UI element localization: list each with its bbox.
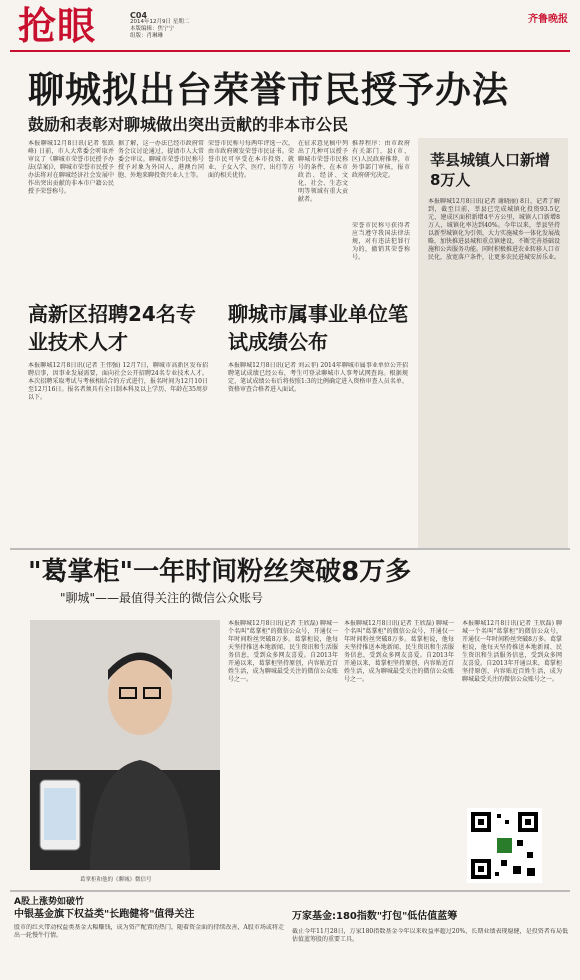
section-rule	[10, 548, 570, 550]
side-body: 本报聊城12月8日讯(记者 谢晓丽) 8日，记者了解到，截至目前，莘县已完成城镇化投资93.5亿元，建成区面积新增4平方公里，城镇人口新增8万人，城镇化率达到40%。今年以来，莘县坚持以新型城镇化为引领，大力实施城乡一体化发展战略，加快推进县城和重点镇建设，不断完善基础设施和公共服务功能。同时积极推进农业转移人口市民化，放宽落户条件，让更多农民进城安居乐业。	[428, 198, 560, 261]
lead-title: 聊城拟出台荣誉市民授予办法	[28, 70, 510, 111]
photo-caption: 葛掌柜和他的《聊城》微信号	[80, 877, 152, 883]
photo-ge-zhanggui	[30, 620, 220, 870]
lead-col-5: 推荐程序：由市政府有关部门、县(市、区)人民政府推荐，市外事部门审核，报市政府研究决定。	[352, 140, 410, 179]
wechat-col-3: 本报聊城12月8日讯(记者 王欣磊) 聊城一个名叫"葛掌柜"的微信公众号，开通仅一年时间粉丝突破8万多。葛掌柜说，他每天坚持推送本地新闻、民生资讯和生活服务信息，受到众多网友喜爱。自2013年开通以来，葛掌柜坚持原创，内容贴近百姓生活，成为聊城最受关注的微信公众账号之一。	[462, 620, 562, 683]
side-title: 莘县城镇人口新增8万人	[430, 151, 551, 189]
recruit-body: 本报聊城12月8日讯(记者 王伟强) 12月7日，聊城市高新区发布招聘启事，因事业发展需要，面向社会公开招聘24名专业技术人才。本次招聘采取考试与考核相结合的方式进行，报名时间为12月10日至12月16日。报名者须具有全日制本科及以上学历，年龄在35周岁以下。	[28, 362, 208, 401]
stocks-title-main: 中银基金旗下权益类"长跑健将"值得关注	[14, 909, 195, 920]
portrait-illustration	[30, 620, 220, 870]
stocks-body: 股市的红火带动权益类基金大幅赚钱，成为资产配置的热门，随着资金面的持续改善，A股市场或将走出一轮慢牛行情。	[14, 924, 284, 939]
masthead-meta	[130, 12, 189, 40]
lead-col-6: 荣誉市民称号获得者应当遵守我国法律法规，对有违法犯罪行为的，撤销其荣誉称号。	[352, 222, 410, 261]
qr-code-icon	[467, 808, 542, 883]
side-box	[418, 138, 568, 548]
masthead-logo: 抢眼	[18, 4, 97, 48]
ad-rule	[10, 890, 570, 892]
paper-name: 齐鲁晚报	[528, 14, 568, 25]
issue-date: 2014年12月9日 星期二	[130, 19, 190, 25]
wechat-title: "葛掌柜"一年时间粉丝突破8万多	[28, 557, 412, 587]
lead-col-3: 荣誉市民称号每两年评选一次，由市政府颁发荣誉市民证书。荣誉市民可享受在本市投资、就业、子女入学、医疗、出行等方面的相关优待。	[208, 140, 294, 179]
fund-box	[292, 910, 570, 978]
editor: 本版编辑：焦宁宁	[130, 26, 175, 32]
wechat-col-2: 本报聊城12月8日讯(记者 王欣磊) 聊城一个名叫"葛掌柜"的微信公众号，开通仅一年时间粉丝突破8万多。葛掌柜说，他每天坚持推送本地新闻、民生资讯和生活服务信息，受到众多网友喜爱。自2013年开通以来，葛掌柜坚持原创，内容贴近百姓生活，成为聊城最受关注的微信公众账号之一。	[344, 620, 454, 683]
exam-body: 本报聊城12月8日讯(记者 刘云菲) 2014年聊城市属事业单位公开招聘笔试成绩已经公布，考生可登录聊城市人事考试网查询。根据规定，笔试成绩公布后将按照1:3的比例确定进入资格审查人员名单，资格审查合格者进入面试。	[228, 362, 408, 393]
stocks-title-top: A股上涨势如破竹	[14, 897, 84, 907]
lead-subtitle: 鼓励和表彰对聊城做出突出贡献的非本市公民	[28, 115, 349, 134]
recruit-title: 高新区招聘24名专业技术人才	[28, 302, 196, 354]
wechat-subtitle: "聊城"——最值得关注的微信公众账号	[60, 591, 264, 605]
exam-title: 聊城市属事业单位笔试成绩公布	[228, 302, 408, 354]
wechat-col-1: 本报聊城12月8日讯(记者 王欣磊) 聊城一个名叫"葛掌柜"的微信公众号，开通仅一年时间粉丝突破8万多。葛掌柜说，他每天坚持推送本地新闻、民生资讯和生活服务信息，受到众多网友喜爱。自2013年开通以来，葛掌柜坚持原创，内容贴近百姓生活，成为聊城最受关注的微信公众账号之一。	[228, 620, 338, 683]
fund-title: 万家基金:180指数"打包"低估值蓝筹	[292, 911, 458, 922]
proofreader: 组版：肖琳琳	[130, 33, 164, 39]
page-number: C04	[130, 11, 148, 20]
masthead-rule	[10, 50, 570, 52]
lead-col-1: 本报聊城12月8日讯(记者 张跃峰) 日前，市人大常委会听取并审议了《聊城市荣誉市民授予办法(草案)》，聊城市荣誉市民授予办法将对在聊城经济社会发展中作出突出贡献的非本市户籍公民授予荣誉称号。	[28, 140, 114, 195]
lead-col-4: 在征求意见稿中列出了几种可以授予聊城市荣誉市民称号的条件，在本市政治、经济、文化、社会、生态文明等领域有重大贡献者。	[298, 140, 348, 203]
fund-body: 截止今年11月28日，万家180指数基金今年以来收益率超过20%，长期业绩表现稳健，是投资者布局低估值蓝筹股的重要工具。	[292, 928, 568, 943]
lead-col-2: 据了解，这一办法已经市政府常务会议讨论通过，提请市人大常委会审议。聊城市荣誉市民称号授予对象为外国人、港澳台同胞、外地来聊投资兴业人士等。	[118, 140, 204, 179]
